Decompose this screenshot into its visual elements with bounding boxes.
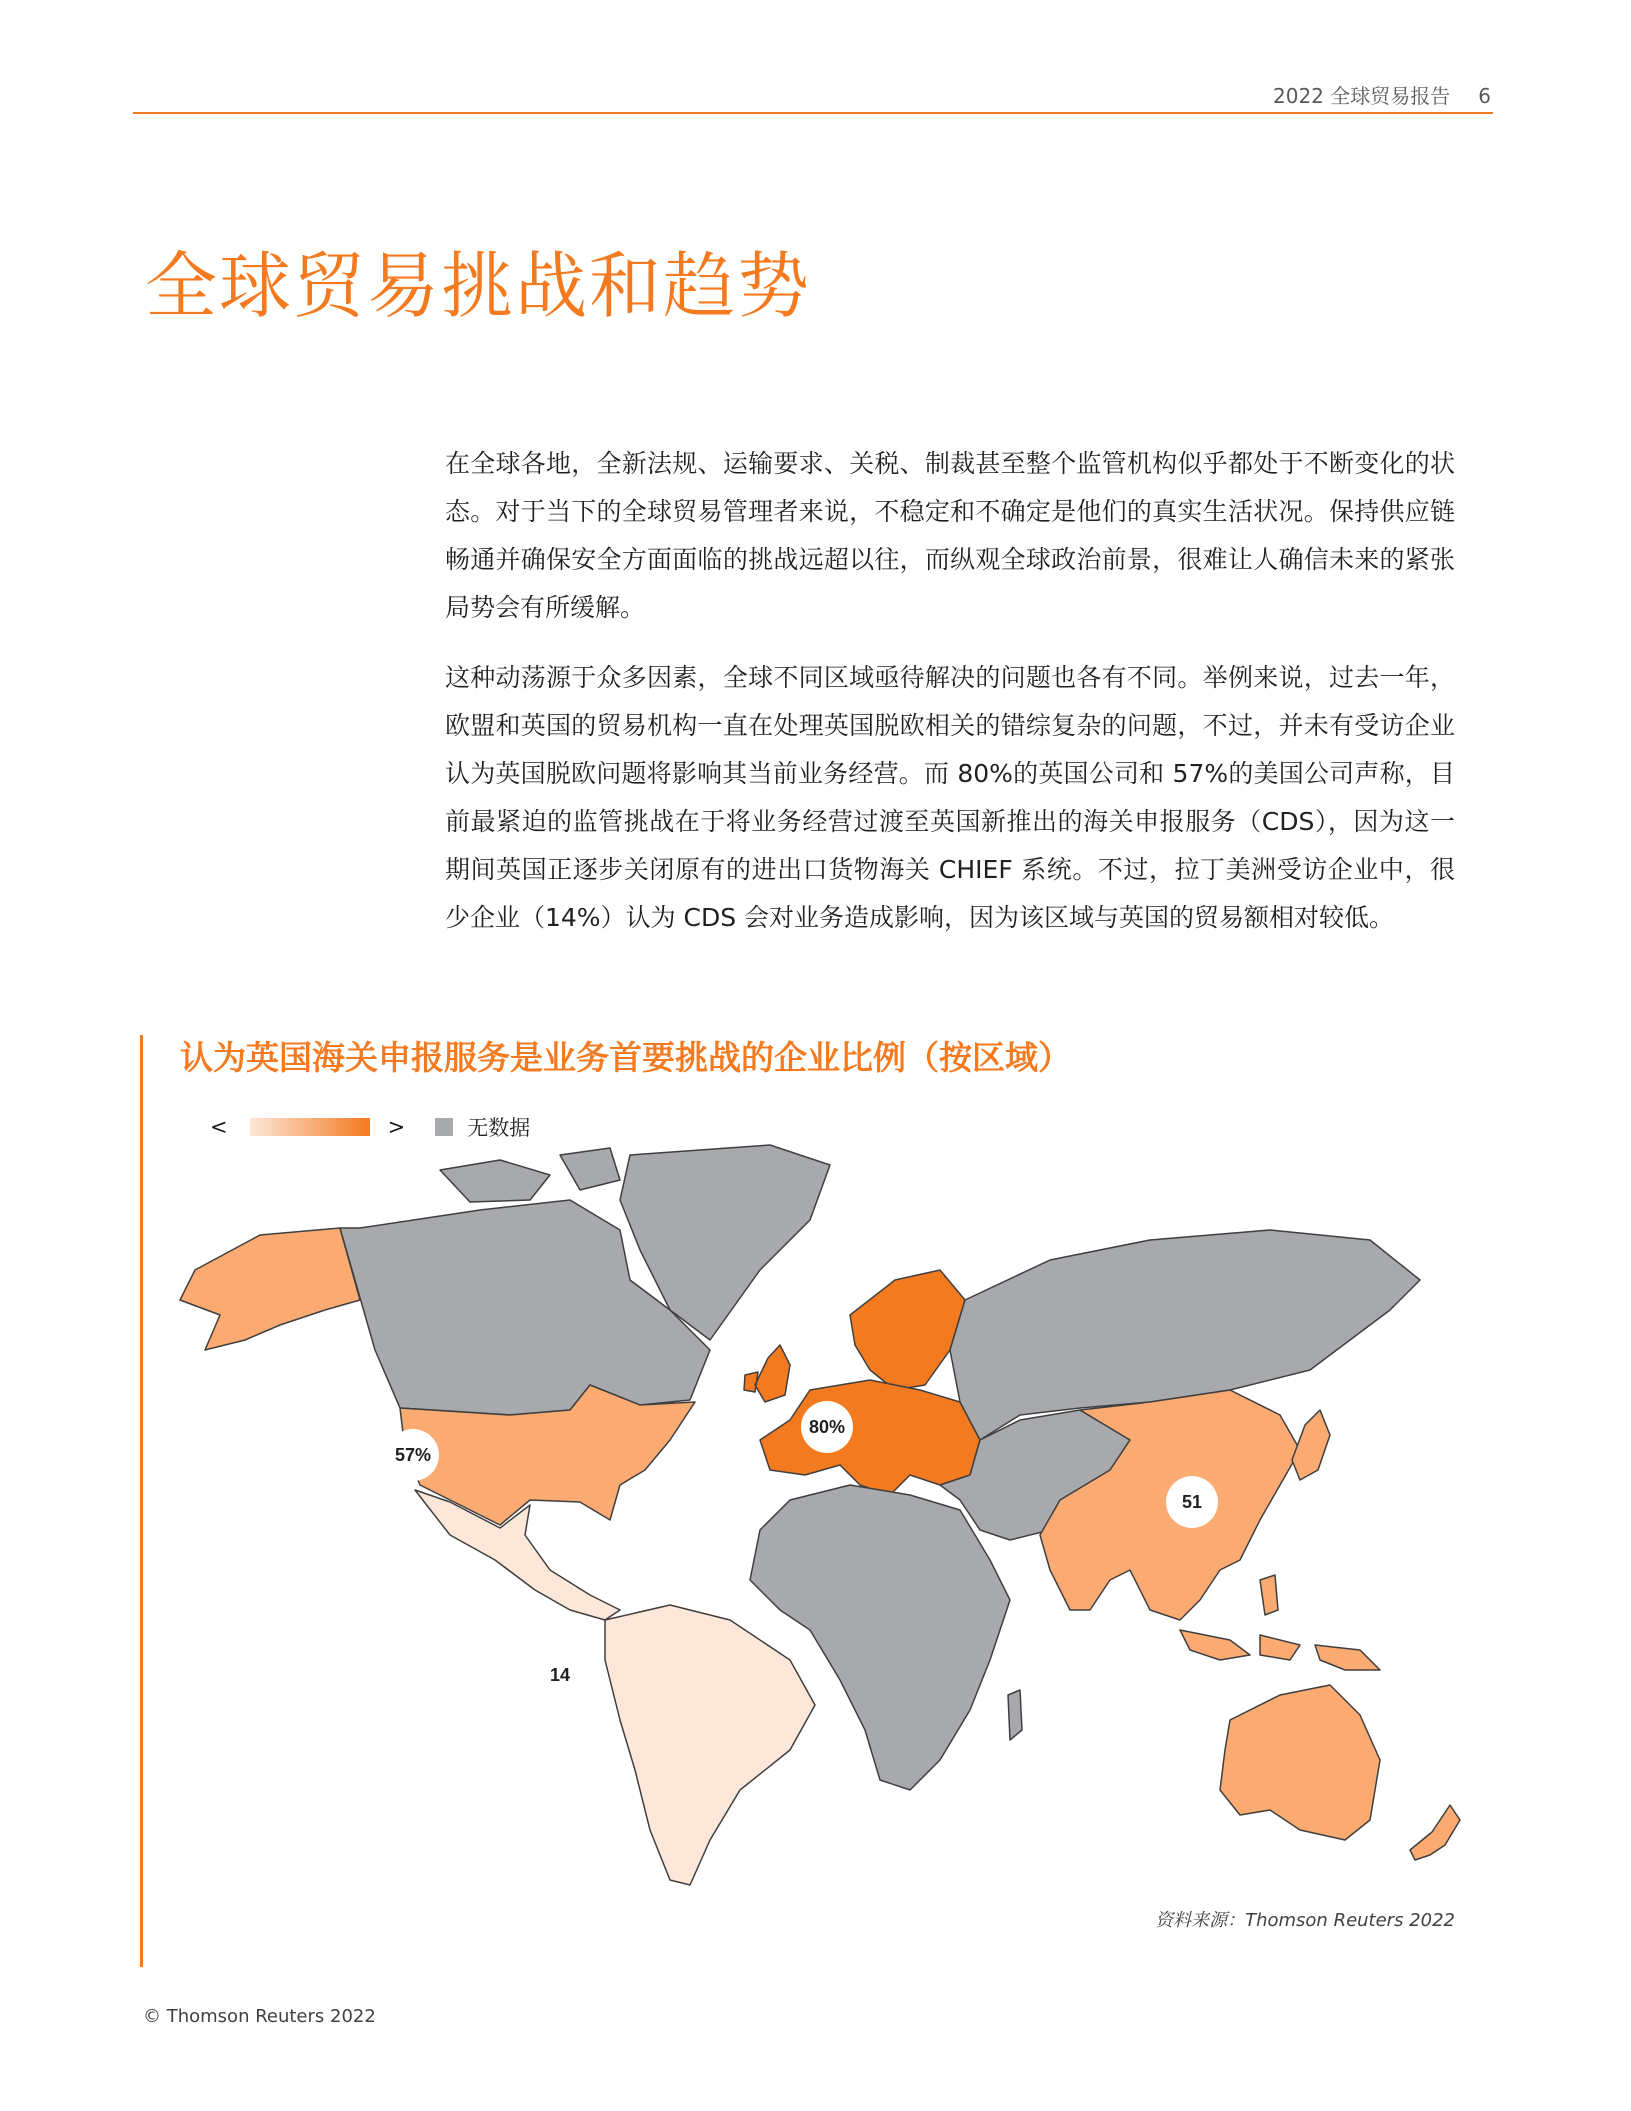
- figure-side-rule: [140, 1035, 143, 1967]
- legend-no-data-swatch: [435, 1118, 453, 1136]
- region-madagascar: [1008, 1690, 1022, 1740]
- world-map: [150, 1140, 1490, 1900]
- label-asia-pacific: 51: [1181, 1492, 1203, 1512]
- region-south-america: [605, 1605, 815, 1885]
- label-north-america: 57%: [394, 1445, 432, 1465]
- legend-high-label: >: [387, 1115, 406, 1139]
- paragraph-2: 这种动荡源于众多因素，全球不同区域亟待解决的问题也各有不同。举例来说，过去一年，欧盟和英国的贸易机构一直在处理英国脱欧相关的错综复杂的问题，不过，并未有受访企业认为英国脱欧问题将影响其当前业务经营。而 80%的英国公司和 57%的美国公司声称，目前最紧迫的监管挑战在于将业务经营过渡至英国新推出的海关申报服务（CDS），因为这一期间英国正逐步关闭原有的进出口货物海关 CHIEF 系统。不过，拉丁美洲受访企业中，很少企业（14%）认为 CDS 会对业务造成影响，因为该区域与英国的贸易额相对较低。: [445, 663, 1455, 932]
- page-title: 全球贸易挑战和趋势: [145, 244, 812, 328]
- running-header: [1273, 80, 1491, 109]
- region-new-zealand: [1410, 1805, 1460, 1860]
- region-arctic-islands: [440, 1148, 620, 1202]
- region-png: [1315, 1645, 1380, 1670]
- region-europe: [760, 1380, 980, 1495]
- legend-low-label: <: [210, 1115, 228, 1139]
- figure-title: 认为英国海关申报服务是业务首要挑战的企业比例（按区域）: [180, 1038, 1071, 1077]
- region-australia: [1220, 1685, 1380, 1840]
- region-alaska: [180, 1228, 360, 1350]
- copyright-footer: © Thomson Reuters 2022: [143, 2006, 376, 2027]
- body-text: [445, 440, 1455, 964]
- label-europe: 80%: [808, 1417, 846, 1437]
- region-japan: [1292, 1410, 1330, 1480]
- region-uk-ireland: [744, 1345, 790, 1402]
- legend-no-data-label: 无数据: [467, 1116, 531, 1140]
- header-rule: [133, 112, 1493, 114]
- report-title: 2022 全球贸易报告: [1273, 84, 1451, 108]
- label-latin-america: 14: [549, 1665, 571, 1685]
- region-scandinavia: [850, 1270, 965, 1390]
- page-number: 6: [1478, 84, 1491, 108]
- paragraph-1: 在全球各地，全新法规、运输要求、关税、制裁甚至整个监管机构似乎都处于不断变化的状态。对于当下的全球贸易管理者来说，不稳定和不确定是他们的真实生活状况。保持供应链畅通并确保安全方面面临的挑战远超以往，而纵观全球政治前景，很难让人确信未来的紧张局势会有所缓解。: [445, 449, 1455, 622]
- map-legend: [210, 1112, 530, 1142]
- legend-gradient: [250, 1118, 370, 1136]
- figure-source: 资料来源：Thomson Reuters 2022: [1155, 1910, 1455, 1931]
